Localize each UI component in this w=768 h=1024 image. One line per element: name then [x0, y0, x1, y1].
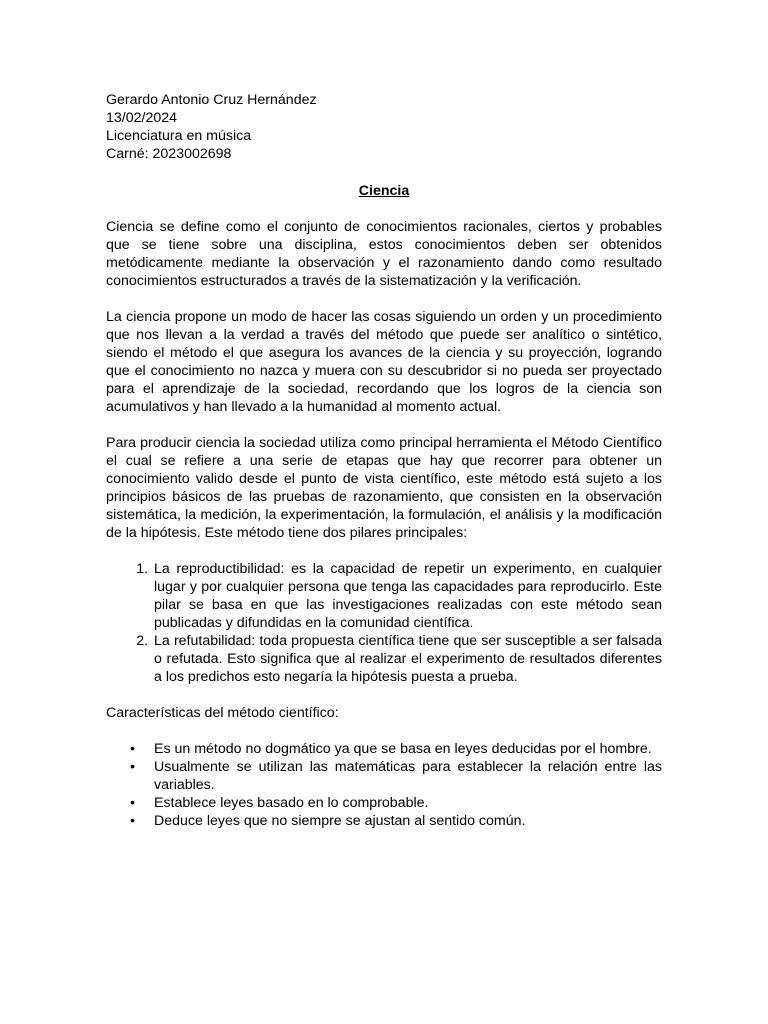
list-item-reproducibility: 1. La reproductibilidad: es la capacidad de repetir un experimento, en cualquier lugar y por cualquier persona que tenga las capacidades para reproducirlo. Este pilar se basa en que las investigaciones realizadas con este método sean publicadas y difundidas en la comunidad científica.	[152, 560, 662, 632]
list-item	[130, 758, 662, 794]
bullet-icon: •	[130, 759, 135, 775]
program-name: Licenciatura en música	[106, 128, 252, 144]
list-item-text: Usualmente se utilizan las matemáticas para establecer la relación entre las variables.	[154, 759, 662, 793]
paragraph-definition: Ciencia se define como el conjunto de conocimientos racionales, ciertos y probables que se tiene sobre una disciplina, estos conocimientos deben ser obtenidos metódicamente mediante la observación y el razonamiento dando como resultado conocimientos estructurados a través de la sistematización y la verificación.	[106, 219, 662, 289]
list-item-refutability: 2. La refutabilidad: toda propuesta científica tiene que ser susceptible a ser falsada o refutada. Esto significa que al realizar el experimento de resultados diferentes a los predichos esto negaría la hipótesis puesta a prueba.	[152, 632, 662, 686]
document-date: 13/02/2024	[106, 110, 178, 126]
document-title: Ciencia	[358, 183, 410, 199]
list-item-text: Deduce leyes que no siempre se ajustan al sentido común.	[154, 813, 526, 829]
bullet-icon: •	[130, 795, 135, 811]
bullet-icon: •	[130, 813, 135, 829]
pillars-list	[106, 560, 662, 686]
author-header	[106, 91, 662, 163]
features-list	[106, 740, 662, 830]
list-item	[130, 794, 662, 812]
paragraph-scientific-method: Para producir ciencia la sociedad utiliza como principal herramienta el Método Científico el cual se refiere a una serie de etapas que hay que recorrer para obtener un conocimiento valido desde el punto de vista científico, este método está sujeto a los principios básicos de las pruebas de razonamiento, que consisten en la observación sistemática, la medición, la experimentación, la formulación, el análisis y la modificación de la hipótesis. Este método tiene dos pilares principales:	[106, 435, 662, 541]
paragraph-method: La ciencia propone un modo de hacer las cosas siguiendo un orden y un procedimiento que nos llevan a la verdad a través del método que puede ser analítico o sintético, siendo el método el que asegura los avances de la ciencia y su proyección, logrando que el conocimiento no nazca y muera con su descubridor si no pueda ser proyectado para el aprendizaje de la sociedad, recordando que los logros de la ciencia son acumulativos y han llevado a la humanidad al momento actual.	[106, 309, 662, 415]
list-item	[130, 740, 662, 758]
list-item	[130, 812, 662, 830]
list-item-text: Establece leyes basado en lo comprobable.	[154, 795, 429, 811]
bullet-icon: •	[130, 741, 135, 757]
student-id: Carné: 2023002698	[106, 146, 232, 162]
list-item-text: Es un método no dogmático ya que se basa en leyes deducidas por el hombre.	[154, 741, 652, 757]
author-name: Gerardo Antonio Cruz Hernández	[106, 92, 317, 108]
features-heading: Características del método científico:	[106, 705, 339, 721]
